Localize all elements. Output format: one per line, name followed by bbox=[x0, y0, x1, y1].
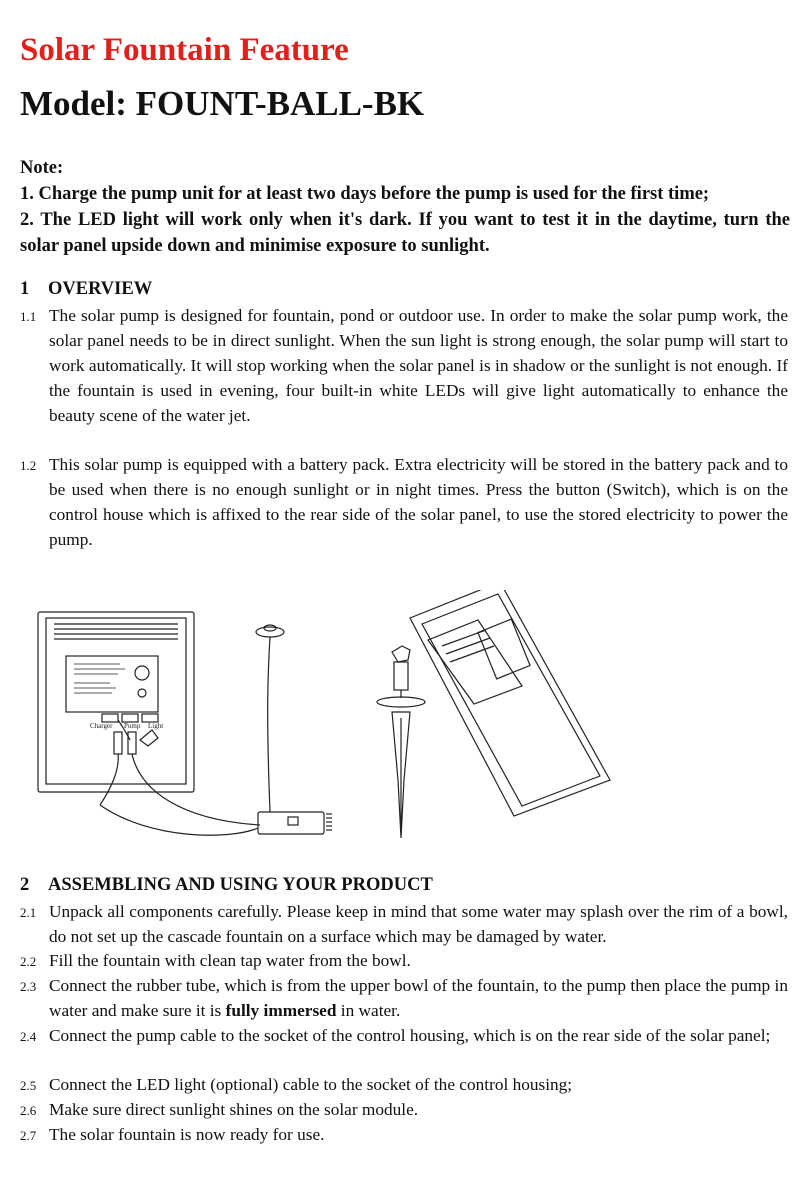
step-2-2 bbox=[20, 948, 788, 973]
paragraph-number: 1.1 bbox=[20, 309, 37, 324]
paragraph-number: 1.2 bbox=[20, 458, 37, 473]
section-1-heading bbox=[20, 279, 152, 300]
step-2-7 bbox=[20, 1122, 788, 1147]
step-2-5 bbox=[20, 1072, 788, 1097]
product-illustration bbox=[30, 590, 790, 860]
step-2-4 bbox=[20, 1023, 788, 1048]
label-light: Light bbox=[148, 722, 164, 730]
step-number: 2.7 bbox=[20, 1128, 37, 1143]
paragraph-text: This solar pump is equipped with a battery pack. Extra electricity will be stored in the battery pack and to be used when there is no enough sunlight or in night times. Press the button (Switch), which is on the control house which is affixed to the rear side of the solar panel, to use the stored electricity to power the pump. bbox=[49, 455, 788, 549]
step-text: Fill the fountain with clean tap water from the bowl. bbox=[49, 951, 411, 970]
solar-panel-side-view bbox=[410, 590, 610, 816]
section-1-number: 1 bbox=[20, 279, 30, 299]
paragraph-1-1 bbox=[20, 303, 788, 428]
section-2-title: ASSEMBLING AND USING YOUR PRODUCT bbox=[48, 875, 433, 895]
step-number: 2.2 bbox=[20, 954, 37, 969]
step-number: 2.4 bbox=[20, 1029, 37, 1044]
solar-panel-back-view bbox=[38, 612, 260, 825]
note-item-2: 2. The LED light will work only when it's dark. If you want to test it in the daytime, turn the solar panel upside down and minimise exposure to sunlight. bbox=[20, 210, 790, 256]
label-pump: Pump bbox=[124, 722, 141, 730]
step-text: Unpack all components carefully. Please keep in mind that some water may splash over the rim of a bowl, do not set up the cascade fountain on a surface which may be damaged by water. bbox=[49, 902, 788, 946]
led-stake-light bbox=[377, 646, 425, 838]
fountain-nozzle bbox=[256, 625, 284, 812]
step-text-part: Connect the rubber tube, which is from the upper bowl of the fountain, to the pump then place the pump in water and make sure it is bbox=[49, 976, 788, 1020]
paragraph-text: The solar pump is designed for fountain, pond or outdoor use. In order to make the solar pump work, the solar panel needs to be in direct sunlight. When the sun light is strong enough, the solar pump will start to work automatically. It will stop working when the solar panel is in shadow or the sunlight is not enough. If the fountain is used in evening, four built-in white LEDs will give light automatically to enhance the beauty scene of the water jet. bbox=[49, 306, 788, 425]
step-2-3 bbox=[20, 973, 788, 1023]
step-text bbox=[49, 973, 788, 1023]
section-2-heading bbox=[20, 875, 433, 896]
step-number: 2.3 bbox=[20, 979, 37, 994]
step-number: 2.6 bbox=[20, 1103, 37, 1118]
step-number: 2.1 bbox=[20, 905, 37, 920]
step-text-part: in water. bbox=[336, 1001, 401, 1020]
note-heading: Note: bbox=[20, 158, 64, 178]
model-number: Model: FOUNT-BALL-BK bbox=[20, 84, 425, 123]
step-text: The solar fountain is now ready for use. bbox=[49, 1125, 325, 1144]
section-1-title: OVERVIEW bbox=[48, 279, 153, 299]
step-number: 2.5 bbox=[20, 1078, 37, 1093]
note-item-1: 1. Charge the pump unit for at least two days before the pump is used for the first time; bbox=[20, 184, 710, 204]
step-2-1 bbox=[20, 899, 788, 949]
step-text: Make sure direct sunlight shines on the solar module. bbox=[49, 1100, 419, 1119]
document-title: Solar Fountain Feature bbox=[20, 32, 349, 68]
step-text: Connect the LED light (optional) cable to the socket of the control housing; bbox=[49, 1075, 573, 1094]
step-2-6 bbox=[20, 1097, 788, 1122]
section-2-number: 2 bbox=[20, 875, 30, 895]
step-text: Connect the pump cable to the socket of the control housing, which is on the rear side of the solar panel; bbox=[49, 1026, 771, 1045]
pump-unit bbox=[100, 805, 332, 835]
step-text-emphasis: fully immersed bbox=[225, 1001, 337, 1020]
paragraph-1-2 bbox=[20, 452, 788, 552]
label-charger: Charger bbox=[90, 722, 113, 730]
